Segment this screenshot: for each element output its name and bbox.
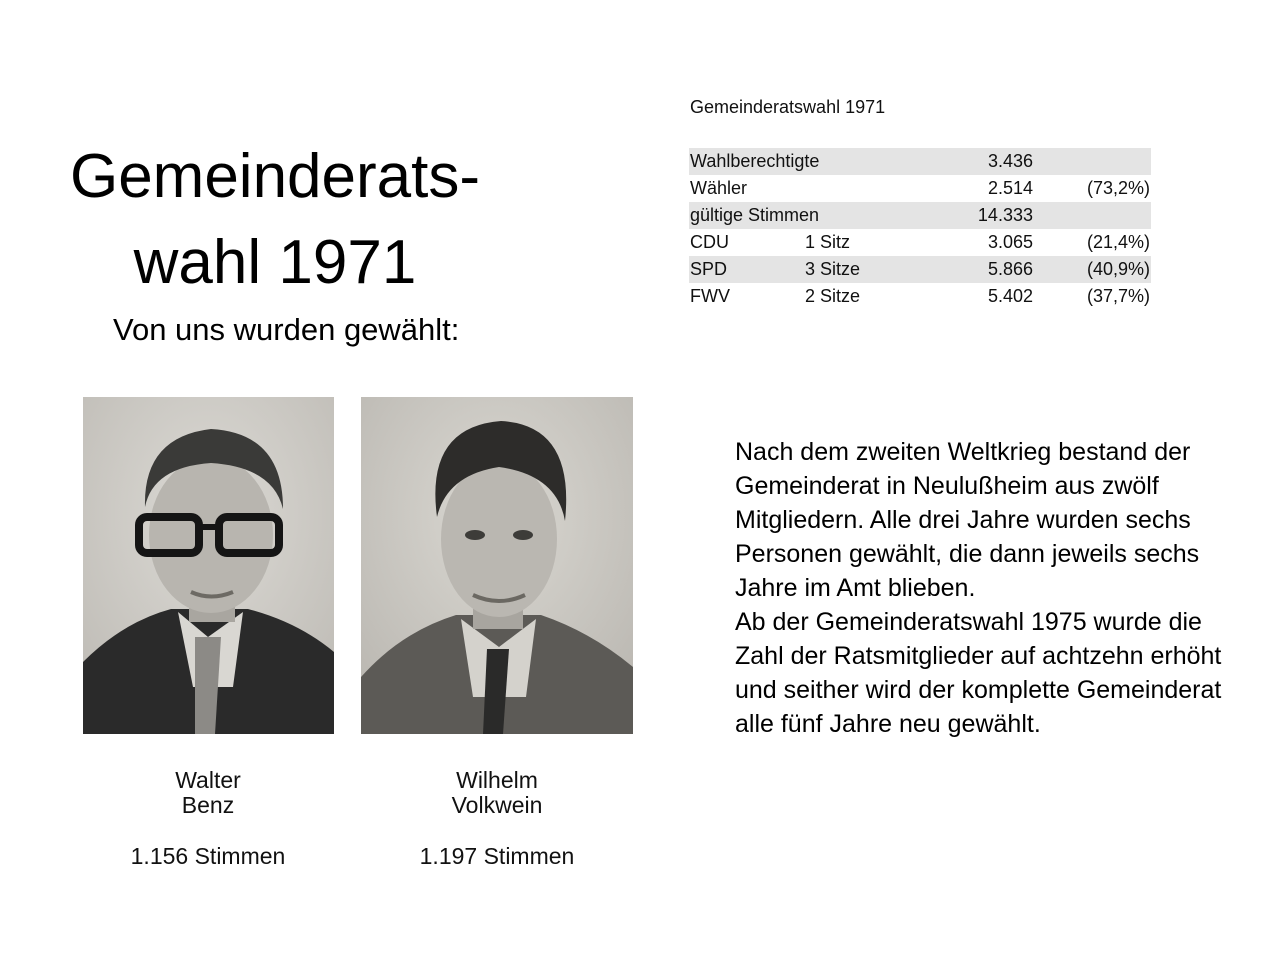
results-table (689, 148, 1151, 310)
row-votes: 14.333 (905, 202, 1034, 229)
row-party: CDU (690, 232, 729, 252)
row-votes: 5.866 (905, 256, 1034, 283)
row-percent: (21,4%) (1086, 232, 1150, 252)
row-party: FWV (690, 286, 730, 306)
table-row (689, 202, 1151, 229)
paragraph: Nach dem zweiten Weltkrieg bestand der Gemeinderat in Neulußheim aus zwölf Mitgliedern. Alle drei Jahre wurden sechs Personen gewählt, die dann jeweils sechs Jahre im Amt blieben. (735, 438, 1200, 602)
portrait-photo (361, 397, 633, 734)
subtitle: Von uns wurden gewählt: (113, 312, 460, 347)
candidate-first-name: Wilhelm (456, 767, 538, 793)
portrait-photo (83, 397, 334, 734)
row-label: Wahlberechtigte (689, 148, 905, 175)
table-row (689, 256, 1151, 283)
candidate-first-name: Walter (175, 767, 241, 793)
paragraph: Ab der Gemeinderatswahl 1975 wurde die Zahl der Ratsmitglieder auf achtzehn erhöht und seither wird der komplette Gemeinderat alle fünf Jahre neu gewählt. (735, 608, 1222, 738)
row-percent (1034, 202, 1151, 229)
row-seats: 3 Sitze (804, 256, 905, 283)
candidate-name (397, 768, 597, 818)
title-line-2: wahl 1971 (133, 227, 417, 297)
row-label: gültige Stimmen (689, 202, 905, 229)
row-percent (1034, 148, 1151, 175)
row-percent: (73,2%) (1086, 178, 1150, 198)
description-text (735, 435, 1255, 741)
row-percent: (40,9%) (1034, 256, 1151, 283)
candidate-name (108, 768, 308, 818)
row-seats: 2 Sitze (804, 286, 861, 306)
row-votes: 3.065 (987, 232, 1033, 252)
candidate-last-name: Volkwein (451, 792, 543, 818)
results-table-caption: Gemeinderatswahl 1971 (690, 97, 886, 117)
candidate-last-name: Benz (181, 792, 235, 818)
candidate-votes: 1.197 Stimmen (419, 843, 575, 869)
page-title (40, 134, 510, 306)
table-row (689, 148, 1151, 175)
table-row (689, 175, 1151, 202)
row-percent: (37,7%) (1086, 286, 1150, 306)
row-seats: 1 Sitz (804, 232, 851, 252)
candidate-votes: 1.156 Stimmen (130, 843, 286, 869)
row-party: SPD (689, 256, 804, 283)
row-votes: 5.402 (987, 286, 1033, 306)
row-votes: 2.514 (987, 178, 1033, 198)
row-votes: 3.436 (905, 148, 1034, 175)
table-row (689, 283, 1151, 310)
title-line-1: Gemeinderats- (69, 141, 481, 211)
row-label: Wähler (690, 178, 748, 198)
table-row (689, 229, 1151, 256)
